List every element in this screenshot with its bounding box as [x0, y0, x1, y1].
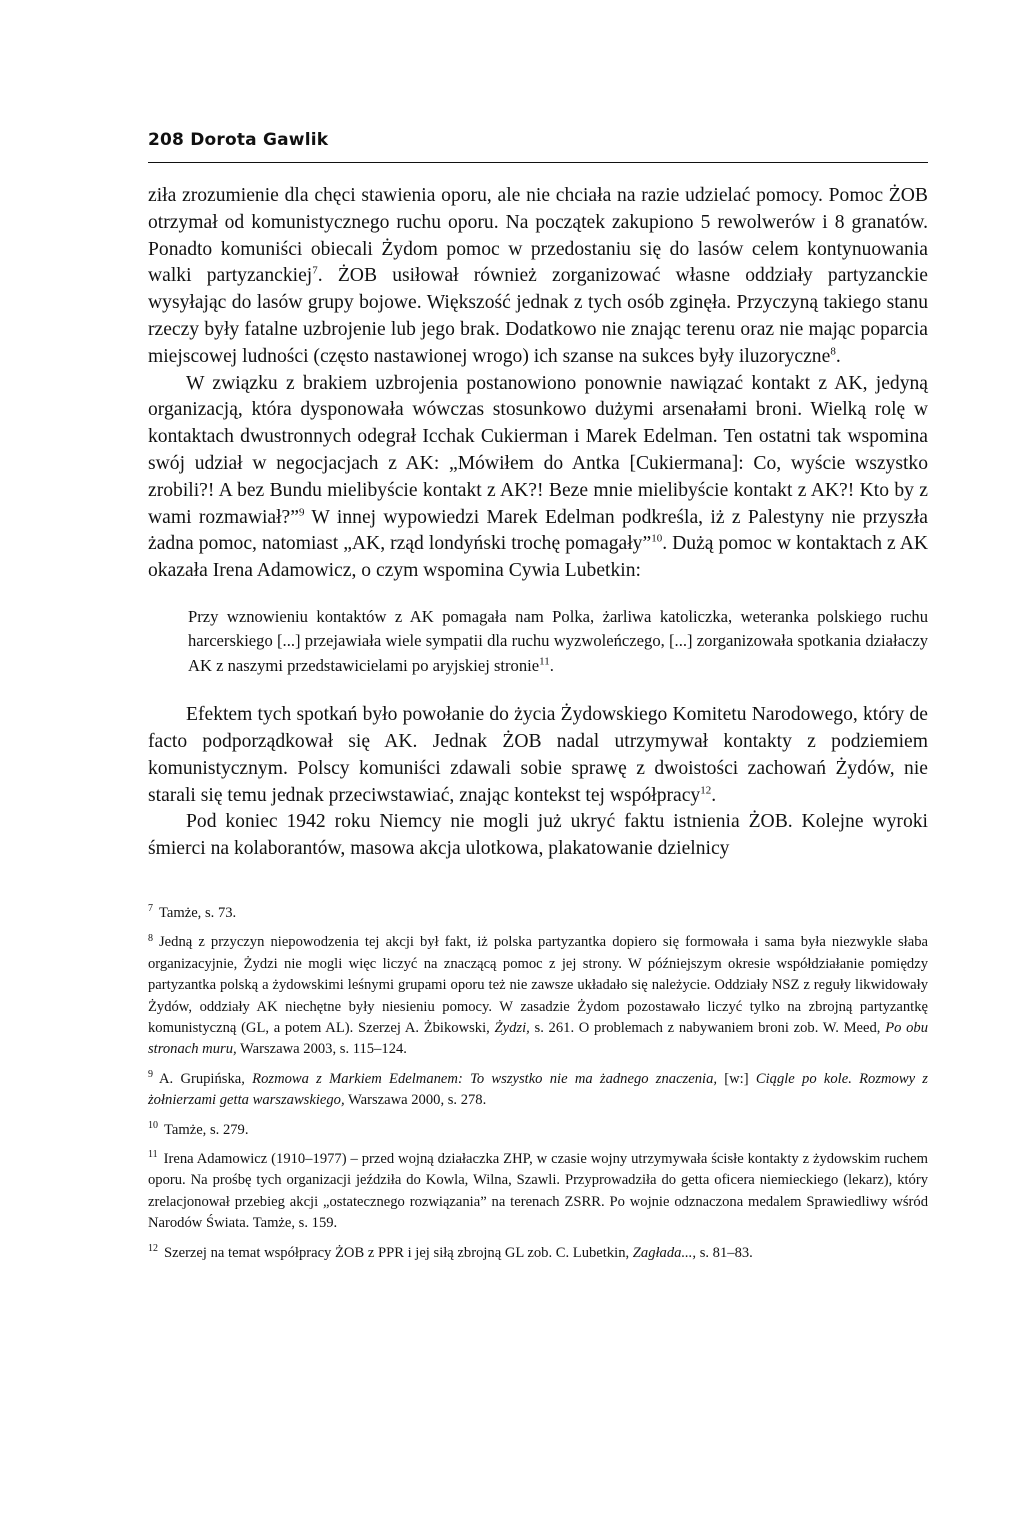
text-run: Efektem tych spotkań było powołanie do życia Żydowskiego Komitetu Narodowego, który de facto podporządkował się AK. Jednak ŻOB nadal utrzymywał kontakty z podziemiem komunistycznym. Polscy komuniści zdawali sobie sprawę z dwoistości zachowań Żydów, nie starali się temu jednak przeciwstawiać, znając kontekst tej współpracy — [148, 704, 928, 806]
footnote-title: Rozmowa z Markiem Edelmanem: To wszystko nie ma żadnego znaczenia, — [252, 1070, 718, 1087]
text-run: W związku z brakiem uzbrojenia postanowiono ponownie nawiązać kontakt z AK, jedyną organizacją, która dysponowała wówczas stosunkowo dużymi arsenałami broni. Wielką rolę w kontaktach dwustronnych odegrał Icchak Cukierman i Marek Edelman. Ten ostatni tak wspomina swój udział w negocjacjach z AK: „Mówiłem do Antka [Cukiermana]: Co, wyście wszystko zrobili?! A bez Bundu mielibyście kontakt z AK?! Beze mnie mielibyście kontakt z AK?! Kto by z wami rozmawiał?” — [148, 372, 928, 528]
text-run: . ŻOB usiłował również zorganizować własne oddziały partyzanckie wysyłając do lasów grupy bojowe. Większość jednak z tych osób zginęła. Przyczyną takiego stanu rzeczy były fatalne uzbrojenie lub jego brak. Dodatkowo nie znając terenu oraz nie mając poparcia miejscowej ludności (często nastawionej wrogo) ich szanse na sukces były iluzoryczne — [148, 265, 928, 367]
footnote-text: Warszawa 2000, s. 278. — [348, 1092, 487, 1109]
footnote-number: 8 — [148, 932, 153, 944]
footnote-9 — [148, 1069, 928, 1112]
header-rule — [148, 162, 928, 163]
paragraph-4 — [148, 809, 928, 863]
text-run: ziła zrozumienie dla chęci stawienia oporu, ale nie chciała na razie udzielać pomocy. Pomoc ŻOB otrzymał od komunistycznego ruchu oporu. Na początek zakupiono 5 rewolwerów i 8 granatów. Ponadto komuniści obiecali Żydom pomoc w przedostaniu się do lasów celem kontynuowania walki partyzanckiej — [148, 185, 928, 287]
text-run: Pod koniec 1942 roku Niemcy nie mogli już ukryć faktu istnienia ŻOB. Kolejne wyroki śmierci na kolaborantów, masowa akcja ulotkowa, plakatowanie dzielnicy — [148, 811, 928, 860]
footnote-text: s. 261. O problemach z nabywaniem broni zob. W. Meed, — [534, 1019, 881, 1036]
footnotes — [148, 903, 928, 1264]
footnote-ref-10: 10 — [651, 532, 663, 545]
footnote-title: Po obu stronach muru, — [148, 1019, 928, 1058]
footnote-number: 10 — [148, 1119, 158, 1131]
footnote-7 — [148, 903, 928, 924]
text-run: . — [711, 784, 717, 806]
block-quote — [188, 605, 928, 678]
footnote-11 — [148, 1149, 928, 1235]
footnote-8 — [148, 932, 928, 1060]
footnote-text: Szerzej na temat współpracy ŻOB z PPR i jej siłą zbrojną GL zob. C. Lubetkin, — [164, 1244, 630, 1261]
footnote-text: Jedną z przyczyn niepowodzenia tej akcji był fakt, iż polska partyzantka dopiero się formowała i sama była niezwykle słaba organizacyjnie, Żydzi nie mogli więc liczyć na znaczącą pomoc z jej strony. W późniejszym okresie współdziałanie pomiędzy partyzantka polską a żydowskimi leśnymi grupami oporu też nie zawsze układało się należycie. Oddziały NSZ z reguły likwidowały Żydów, oddziały AK niechętne były niesieniu pomocy. W zasadzie Żydom pozostawało liczyć tylko na zbrojną partyzantkę komunistyczną (GL, a potem AL). Szerzej A. Żbikowski, — [148, 934, 928, 1036]
page — [148, 128, 928, 1272]
footnote-ref-8: 8 — [830, 345, 836, 358]
footnote-text: Tamże, s. 73. — [159, 904, 237, 921]
paragraph-3 — [148, 702, 928, 809]
footnote-title: Zagłada..., — [632, 1244, 697, 1261]
footnote-text: Warszawa 2003, s. 115–124. — [240, 1041, 407, 1058]
footnote-text: Tamże, s. 279. — [164, 1121, 249, 1138]
footnote-number: 12 — [148, 1242, 158, 1254]
footnote-number: 11 — [148, 1149, 158, 1161]
footnote-title: Żydzi, — [494, 1019, 530, 1036]
footnote-ref-12: 12 — [700, 784, 712, 797]
main-text — [148, 183, 928, 585]
footnote-number: 7 — [148, 903, 153, 915]
text-run: . Dużą pomoc w kontaktach z AK okazała Irena Adamowicz, o czym wspomina Cywia Lubetkin: — [148, 533, 929, 582]
footnote-text: s. 81–83. — [699, 1244, 753, 1261]
text-run: . — [549, 655, 554, 675]
quote-text: Przy wznowieniu kontaktów z AK pomagała nam Polka, żarliwa katoliczka, weteranka polskiego ruchu harcerskiego [...] przejawiała wiele sympatii dla ruchu wyzwoleńczego, [...] zorganizowała spotkania działaczy AK z naszymi przedstawicielami po aryjskiej stronie — [188, 606, 928, 675]
footnote-ref-11: 11 — [539, 655, 550, 668]
footnote-ref-7: 7 — [312, 264, 318, 277]
footnote-text: [w:] — [724, 1070, 749, 1087]
paragraph-1 — [148, 183, 928, 371]
footnote-number: 9 — [148, 1068, 153, 1080]
text-run: . — [835, 345, 841, 367]
footnote-title: Ciągle po kole. Rozmowy z żołnierzami getta warszawskiego, — [148, 1070, 928, 1109]
main-text-continued — [148, 702, 928, 863]
footnote-text: Irena Adamowicz (1910–1977) – przed wojną działaczka ZHP, w czasie wojny utrzymywała ścisłe kontakty z żydowskim ruchem oporu. Na prośbę tych organizacji jeździła do Kowla, Wilna, Szawli. Przyprowadziła do getta oficera niemieckiego (lekarz), który zrelacjonował przebieg akcji „ostatecznego rozwiązania” na terenach ZSRR. Po wojnie odznaczona medalem Sprawiedliwy wśród Narodów Świata. Tamże, s. 159. — [148, 1151, 928, 1232]
footnote-12 — [148, 1243, 928, 1264]
running-head: 208 Dorota Gawlik — [148, 130, 329, 150]
footnote-ref-9: 9 — [298, 506, 305, 519]
paragraph-2 — [148, 371, 928, 585]
text-run: W innej wypowiedzi Marek Edelman podkreśla, iż z Palestyny nie przyszła żadna pomoc, natomiast „AK, rząd londyński trochę pomagały” — [148, 506, 928, 555]
footnote-10 — [148, 1120, 928, 1141]
footnote-text: A. Grupińska, — [159, 1070, 245, 1087]
